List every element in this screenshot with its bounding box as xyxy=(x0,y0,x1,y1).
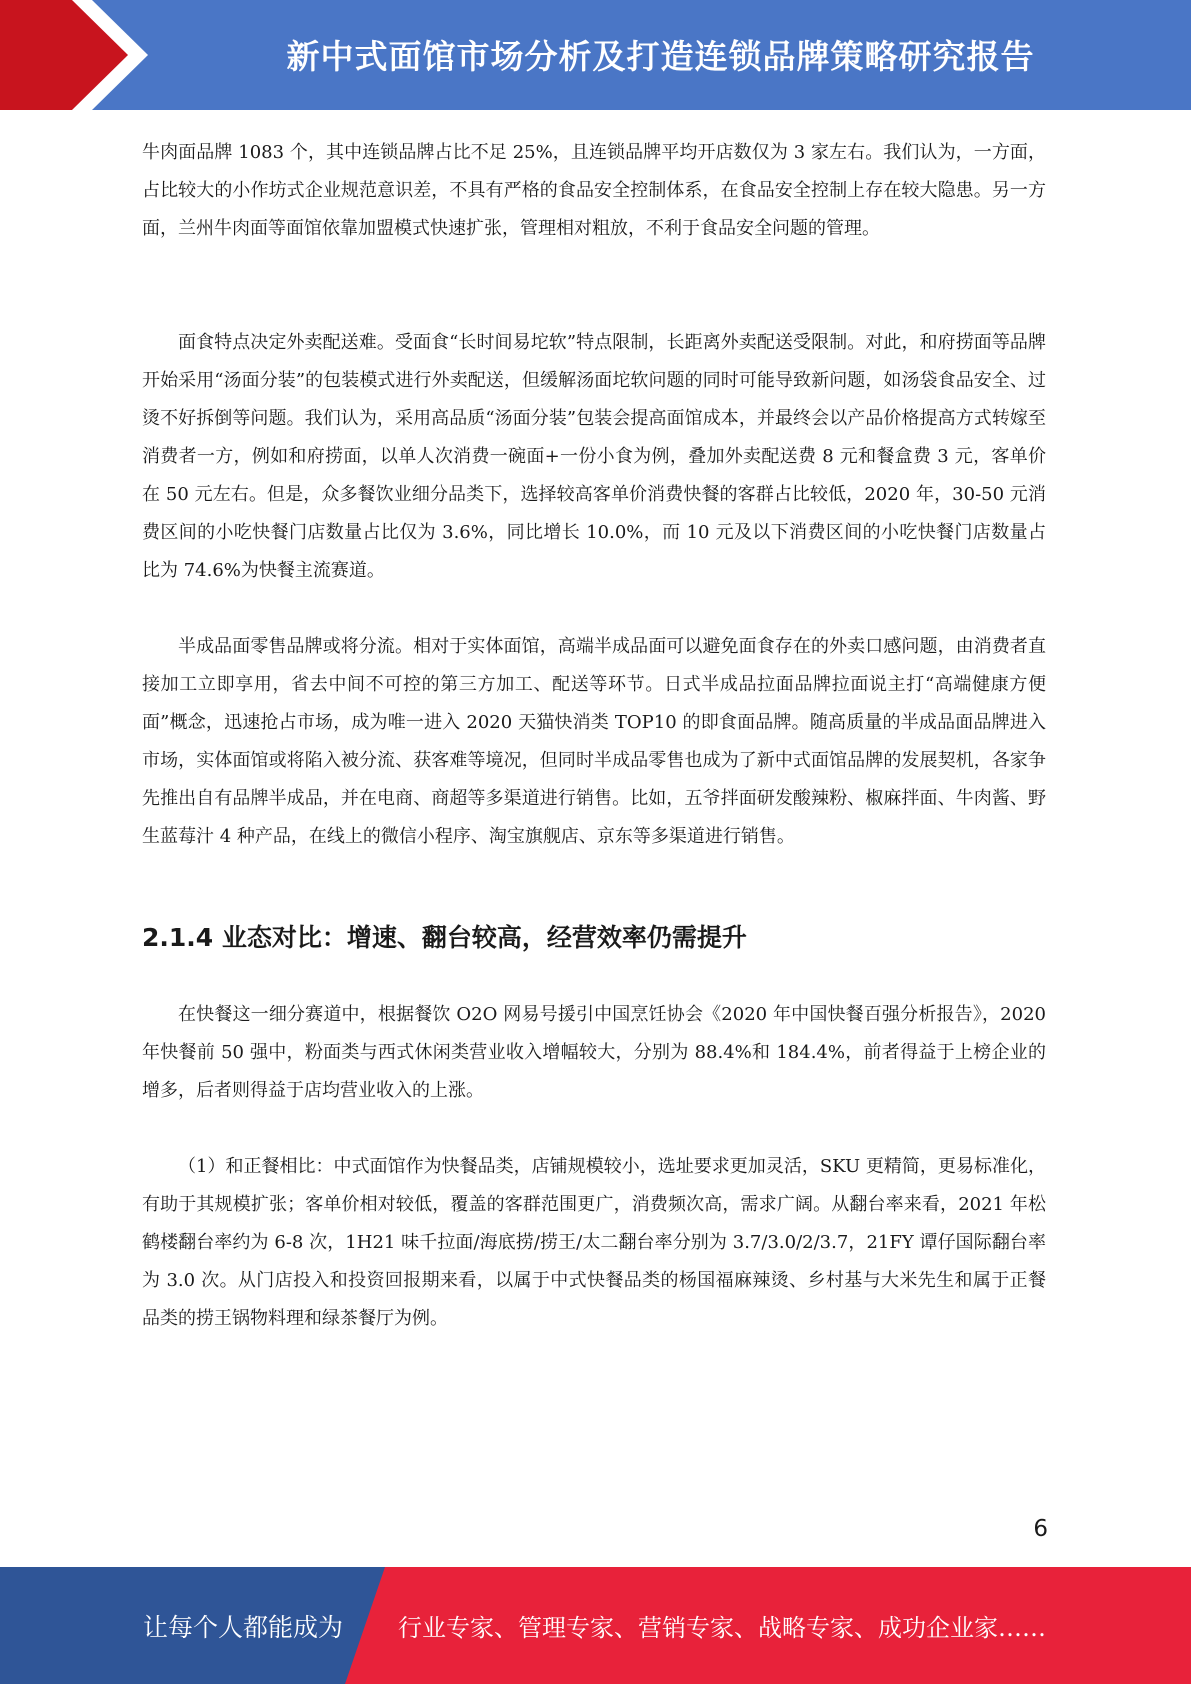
header-arrow-graphic xyxy=(0,0,160,110)
page-footer xyxy=(0,1567,1191,1684)
paragraph-beef-noodle-brands: 牛肉面品牌 1083 个，其中连锁品牌占比不足 25%，且连锁品牌平均开店数仅为 3 家左右。我们认为，一方面，占比较大的小作坊式企业规范意识差，不具有严格的食品安全控制体系，在食品安全控制上存在较大隐患。另一方面，兰州牛肉面等面馆依靠加盟模式快速扩张，管理相对粗放，不利于食品安全问题的管理。 xyxy=(142,142,1046,239)
page-header xyxy=(0,0,1191,110)
document-title: 新中式面馆市场分析及打造连锁品牌策略研究报告 xyxy=(286,36,1035,76)
page-number: 6 xyxy=(1033,1516,1048,1542)
footer-slogan-left: 让每个人都能成为 xyxy=(143,1612,344,1642)
paragraph-fast-food-top50: 在快餐这一细分赛道中，根据餐饮 O2O 网易号援引中国烹饪协会《2020 年中国快餐百强分析报告》，2020 年快餐前 50 强中，粉面类与西式休闲类营业收入增幅较大，分别为 88.4%和 184.4%，前者得益于上榜企业的增多，后者则得益于店均营业收入的上涨。 xyxy=(142,1004,1046,1101)
main-content xyxy=(142,134,1046,1338)
footer-slogan-right: 行业专家、管理专家、营销专家、战略专家、成功企业家…… xyxy=(398,1614,1046,1642)
paragraph-semi-finished-noodles: 半成品面零售品牌或将分流。相对于实体面馆，高端半成品面可以避免面食存在的外卖口感问题，由消费者直接加工立即享用，省去中间不可控的第三方加工、配送等环节。日式半成品拉面品牌拉面说主打“高端健康方便面”概念，迅速抢占市场，成为唯一进入 2020 天猫快消类 TOP10 的即食面品牌。随高质量的半成品面品牌进入市场，实体面馆或将陷入被分流、获客难等境况，但同时半成品零售也成为了新中式面馆品牌的发展契机，各家争先推出自有品牌半成品，并在电商、商超等多渠道进行销售。比如，五爷拌面研发酸辣粉、椒麻拌面、牛肉酱、野生蓝莓汁 4 种产品，在线上的微信小程序、淘宝旗舰店、京东等多渠道进行销售。 xyxy=(142,636,1046,847)
paragraph-vs-formal-dining: （1）和正餐相比：中式面馆作为快餐品类，店铺规模较小，选址要求更加灵活，SKU 更精简，更易标准化，有助于其规模扩张；客单价相对较低，覆盖的客群范围更广，消费频次高，需求广阔。从翻台率来看，2021 年松鹤楼翻台率约为 6-8 次，1H21 味千拉面/海底捞/捞王/太二翻台率分别为 3.7/3.0/2/3.7，21FY 谭仔国际翻台率为 3.0 次。从门店投入和投资回报期来看，以属于中式快餐品类的杨国福麻辣烫、乡村基与大米先生和属于正餐品类的捞王锅物料理和绿茶餐厅为例。 xyxy=(142,1156,1046,1329)
paragraph-delivery-difficulty: 面食特点决定外卖配送难。受面食“长时间易坨软”特点限制，长距离外卖配送受限制。对此，和府捞面等品牌开始采用“汤面分装”的包装模式进行外卖配送，但缓解汤面坨软问题的同时可能导致新问题，如汤袋食品安全、过烫不好拆倒等问题。我们认为，采用高品质“汤面分装”包装会提高面馆成本，并最终会以产品价格提高方式转嫁至消费者一方，例如和府捞面，以单人次消费一碗面+一份小食为例，叠加外卖配送费 8 元和餐盒费 3 元，客单价在 50 元左右。但是，众多餐饮业细分品类下，选择较高客单价消费快餐的客群占比较低，2020 年，30-50 元消费区间的小吃快餐门店数量占比仅为 3.6%，同比增长 10.0%，而 10 元及以下消费区间的小吃快餐门店数量占比为 74.6%为快餐主流赛道。 xyxy=(142,332,1046,581)
section-heading-2-1-4: 2.1.4 业态对比：增速、翻台较高，经营效率仍需提升 xyxy=(142,923,747,952)
